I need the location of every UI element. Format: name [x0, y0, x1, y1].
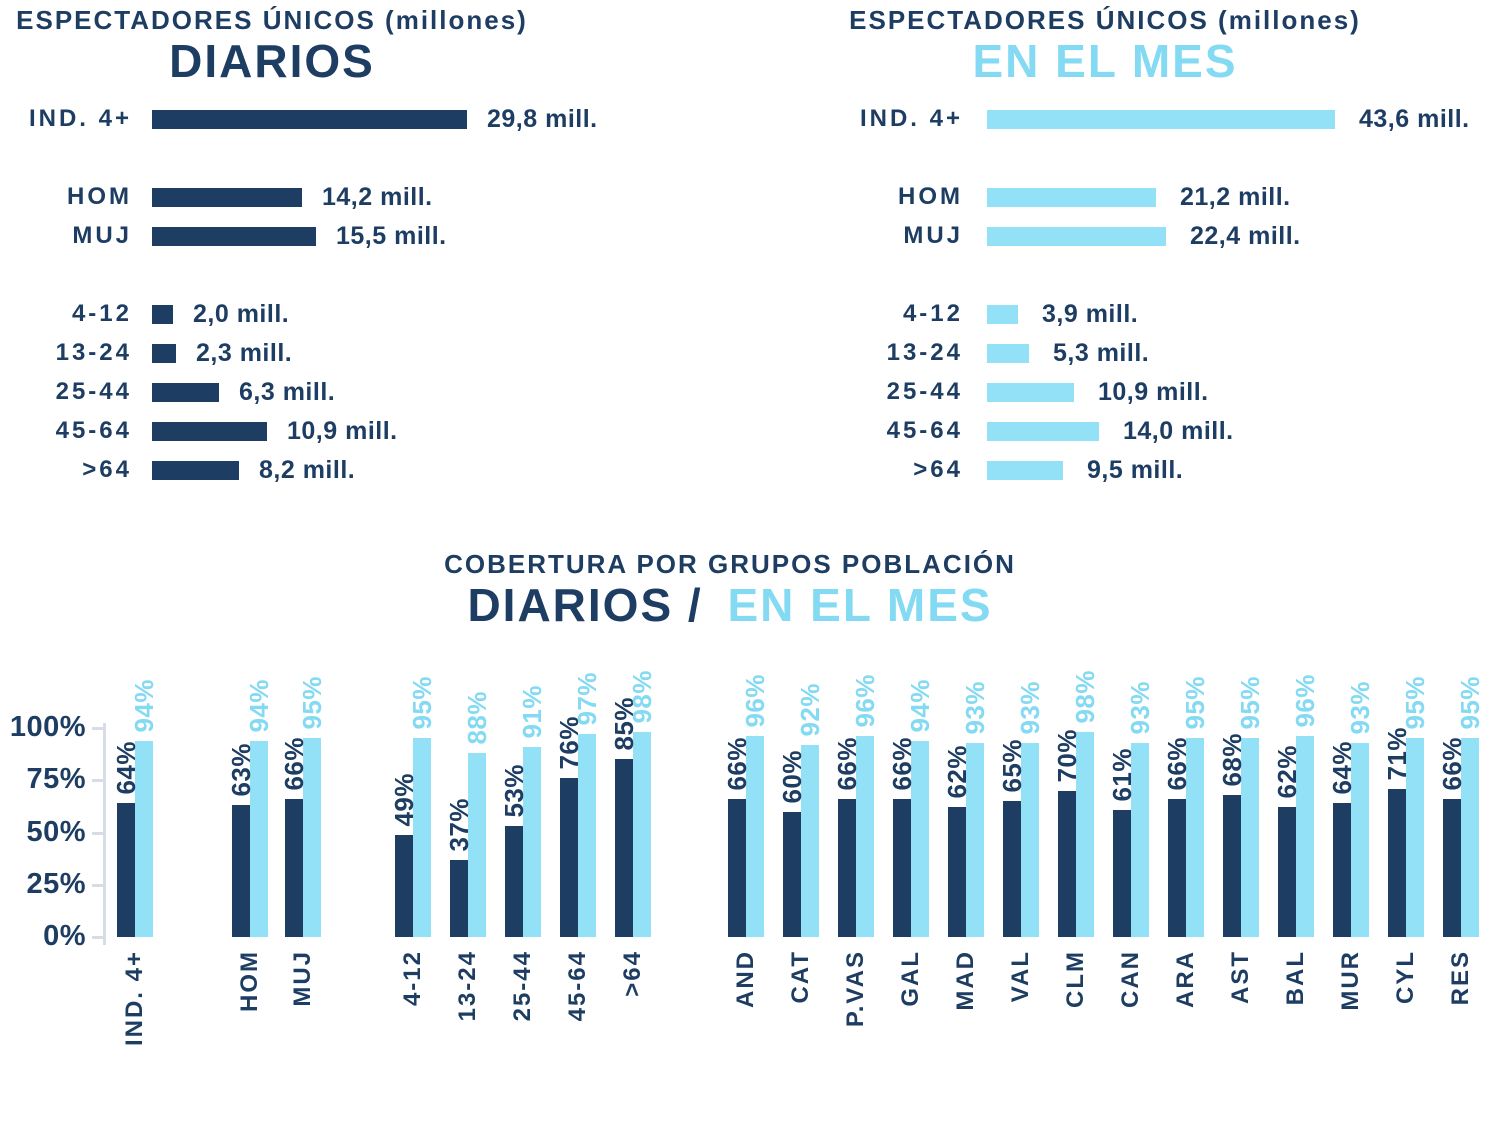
coverage-bar-monthly-value: 95% [1400, 676, 1430, 730]
monthly-bar-value: 14,0 mill. [1123, 417, 1234, 445]
y-axis-line [103, 723, 106, 945]
monthly-bar [987, 188, 1156, 207]
coverage-bar-monthly-value: 98% [627, 670, 657, 724]
coverage-bar-daily-value: 53% [499, 764, 529, 818]
monthly-bar-value: 5,3 mill. [1053, 339, 1150, 367]
monthly-bar [987, 383, 1074, 402]
coverage-bar-daily-value: 68% [1217, 733, 1247, 787]
y-tick [92, 779, 103, 782]
coverage-bar-daily-value: 66% [1162, 737, 1192, 791]
coverage-bar-daily-value: 49% [389, 773, 419, 827]
coverage-subtitle-monthly: EN EL MES [727, 579, 993, 631]
daily-row-label: 4-12 [71, 300, 132, 327]
coverage-bar-monthly-value: 96% [850, 674, 880, 728]
coverage-bar-daily-value: 65% [997, 739, 1027, 793]
monthly-bar [987, 305, 1018, 324]
coverage-bar-monthly-value: 95% [407, 676, 437, 730]
coverage-bar-monthly-value: 94% [244, 679, 274, 733]
monthly-bar [987, 422, 1099, 441]
coverage-subtitle-daily: DIARIOS / [467, 579, 703, 631]
daily-bar-value: 6,3 mill. [239, 378, 336, 406]
coverage-category-label: 25-44 [509, 950, 536, 1022]
monthly-bar [987, 227, 1166, 246]
coverage-bar-monthly-value: 88% [462, 691, 492, 745]
coverage-bar-daily [450, 860, 468, 937]
coverage-bar-monthly-value: 95% [1180, 676, 1210, 730]
daily-bar-value: 2,0 mill. [193, 300, 290, 328]
coverage-bar-daily [1113, 810, 1131, 937]
coverage-bar-monthly-value: 94% [905, 679, 935, 733]
monthly-row-label: 25-44 [886, 378, 963, 405]
monthly-row-label: HOM [898, 183, 963, 210]
monthly-bar-value: 10,9 mill. [1098, 378, 1209, 406]
coverage-bar-daily [1168, 799, 1186, 937]
y-tick-label: 50% [26, 815, 86, 848]
coverage-category-label: ARA [1172, 950, 1199, 1008]
coverage-bar-monthly-value: 91% [517, 685, 547, 739]
coverage-bar-monthly-value: 93% [960, 681, 990, 735]
coverage-bar-daily [1443, 799, 1461, 937]
daily-row-label: >64 [82, 456, 132, 483]
monthly-row-label: >64 [913, 456, 963, 483]
coverage-bar-monthly-value: 93% [1345, 681, 1375, 735]
coverage-category-label: IND. 4+ [121, 950, 148, 1047]
monthly-bar [987, 110, 1335, 129]
daily-bar [152, 461, 239, 480]
coverage-bar-daily [948, 807, 966, 937]
monthly-bar-value: 22,4 mill. [1190, 222, 1301, 250]
coverage-bar-daily [117, 803, 135, 937]
coverage-bar-daily-value: 63% [226, 743, 256, 797]
daily-bar [152, 188, 302, 207]
coverage-bar-monthly-value: 95% [297, 676, 327, 730]
coverage-bar-monthly-value: 95% [1235, 676, 1265, 730]
coverage-bar-daily-value: 61% [1107, 748, 1137, 802]
coverage-bar-monthly-value: 97% [572, 672, 602, 726]
daily-bar-value: 2,3 mill. [196, 339, 293, 367]
daily-bar-value: 8,2 mill. [259, 456, 356, 484]
coverage-bar-daily-value: 71% [1382, 727, 1412, 781]
daily-bar [152, 110, 467, 129]
coverage-category-label: >64 [619, 950, 646, 997]
coverage-category-label: AND [732, 950, 759, 1008]
coverage-bar-monthly-value: 93% [1015, 681, 1045, 735]
coverage-category-label: 13-24 [454, 950, 481, 1022]
monthly-bar-value: 9,5 mill. [1087, 456, 1184, 484]
coverage-category-label: BAL [1282, 950, 1309, 1006]
monthly-bar-value: 21,2 mill. [1180, 183, 1291, 211]
y-tick [92, 884, 103, 887]
coverage-bar-daily-value: 76% [554, 716, 584, 770]
coverage-category-label: AST [1227, 950, 1254, 1004]
coverage-bar-daily [560, 778, 578, 937]
monthly-chart-title: ESPECTADORES ÚNICOS (millones) [849, 5, 1361, 35]
daily-bar-value: 14,2 mill. [322, 183, 433, 211]
daily-bar [152, 422, 267, 441]
coverage-category-label: HOM [236, 950, 263, 1012]
y-tick-label: 25% [26, 867, 86, 900]
monthly-row-label: 4-12 [902, 300, 963, 327]
daily-chart-title: ESPECTADORES ÚNICOS (millones) [16, 5, 528, 35]
monthly-bar [987, 461, 1063, 480]
coverage-bar-monthly-value: 98% [1070, 670, 1100, 724]
coverage-bar-monthly-value: 92% [795, 683, 825, 737]
coverage-bar-daily-value: 62% [942, 745, 972, 799]
daily-chart-subtitle: DIARIOS [169, 35, 375, 87]
coverage-bar-daily [783, 812, 801, 937]
coverage-bar-daily [232, 805, 250, 937]
coverage-category-label: CAN [1117, 950, 1144, 1008]
coverage-category-label: 4-12 [399, 950, 426, 1007]
coverage-bar-daily-value: 85% [609, 697, 639, 751]
coverage-category-label: MUR [1337, 950, 1364, 1011]
coverage-chart-title: COBERTURA POR GRUPOS POBLACIÓN [444, 549, 1016, 579]
coverage-bar-daily [1003, 801, 1021, 937]
y-tick [92, 832, 103, 835]
monthly-bar [987, 344, 1029, 363]
coverage-bar-daily [395, 835, 413, 937]
daily-bar [152, 305, 173, 324]
coverage-bar-daily [1058, 791, 1076, 937]
coverage-bar-monthly-value: 95% [1455, 676, 1485, 730]
daily-row-label: 45-64 [55, 417, 132, 444]
monthly-row-label: 45-64 [886, 417, 963, 444]
coverage-bar-daily [285, 799, 303, 937]
coverage-bar-daily-value: 60% [777, 750, 807, 804]
coverage-bar-daily [615, 759, 633, 937]
coverage-bar-daily-value: 66% [887, 737, 917, 791]
y-tick-label: 0% [43, 919, 86, 952]
coverage-category-label: P.VAS [842, 950, 869, 1028]
coverage-bar-daily-value: 64% [1327, 741, 1357, 795]
daily-row-label: 25-44 [55, 378, 132, 405]
coverage-bar-daily-value: 66% [1437, 737, 1467, 791]
coverage-bar-daily [1223, 795, 1241, 937]
monthly-row-label: 13-24 [886, 339, 963, 366]
coverage-bar-daily [505, 826, 523, 937]
coverage-bar-daily-value: 66% [832, 737, 862, 791]
coverage-bar-monthly-value: 96% [740, 674, 770, 728]
coverage-bar-monthly-value: 93% [1125, 681, 1155, 735]
daily-row-label: HOM [67, 183, 132, 210]
coverage-bar-daily-value: 70% [1052, 729, 1082, 783]
coverage-bar-daily-value: 66% [279, 737, 309, 791]
coverage-category-label: 45-64 [564, 950, 591, 1022]
daily-bar-value: 10,9 mill. [287, 417, 398, 445]
y-tick [92, 727, 103, 730]
monthly-chart-subtitle: EN EL MES [972, 35, 1238, 87]
coverage-bar-daily-value: 37% [444, 798, 474, 852]
coverage-category-label: VAL [1007, 950, 1034, 1003]
daily-bar [152, 344, 176, 363]
monthly-bar-value: 3,9 mill. [1042, 300, 1139, 328]
monthly-row-label: IND. 4+ [859, 105, 963, 132]
coverage-category-label: MAD [952, 950, 979, 1011]
coverage-bar-monthly [633, 732, 651, 937]
coverage-bar-monthly-value: 94% [129, 679, 159, 733]
coverage-bar-monthly-value: 96% [1290, 674, 1320, 728]
coverage-bar-daily [1333, 803, 1351, 937]
daily-row-label: IND. 4+ [28, 105, 132, 132]
coverage-category-label: CAT [787, 950, 814, 1004]
coverage-category-label: CLM [1062, 950, 1089, 1008]
coverage-bar-daily [838, 799, 856, 937]
y-tick-label: 75% [26, 762, 86, 795]
coverage-category-label: CYL [1392, 950, 1419, 1004]
coverage-plot [0, 670, 1500, 1047]
coverage-bar-daily [1388, 789, 1406, 937]
coverage-bar-daily [728, 799, 746, 937]
coverage-chart-subtitle [330, 578, 1130, 632]
coverage-bar-daily-value: 66% [722, 737, 752, 791]
coverage-bar-monthly [413, 738, 431, 937]
coverage-category-label: MUJ [289, 950, 316, 1007]
coverage-bar-daily-value: 64% [111, 741, 141, 795]
daily-row-label: MUJ [72, 222, 132, 249]
daily-row-label: 13-24 [55, 339, 132, 366]
coverage-category-label: GAL [897, 950, 924, 1007]
coverage-bar-daily [1278, 807, 1296, 937]
daily-bar-value: 29,8 mill. [487, 105, 598, 133]
daily-bar-value: 15,5 mill. [336, 222, 447, 250]
coverage-category-label: RES [1447, 950, 1474, 1006]
daily-bar [152, 383, 219, 402]
daily-bar [152, 227, 316, 246]
y-tick-label: 100% [9, 710, 86, 743]
coverage-bar-daily-value: 62% [1272, 745, 1302, 799]
monthly-row-label: MUJ [903, 222, 963, 249]
coverage-bar-daily [893, 799, 911, 937]
y-tick [92, 936, 103, 939]
monthly-bar-value: 43,6 mill. [1359, 105, 1470, 133]
